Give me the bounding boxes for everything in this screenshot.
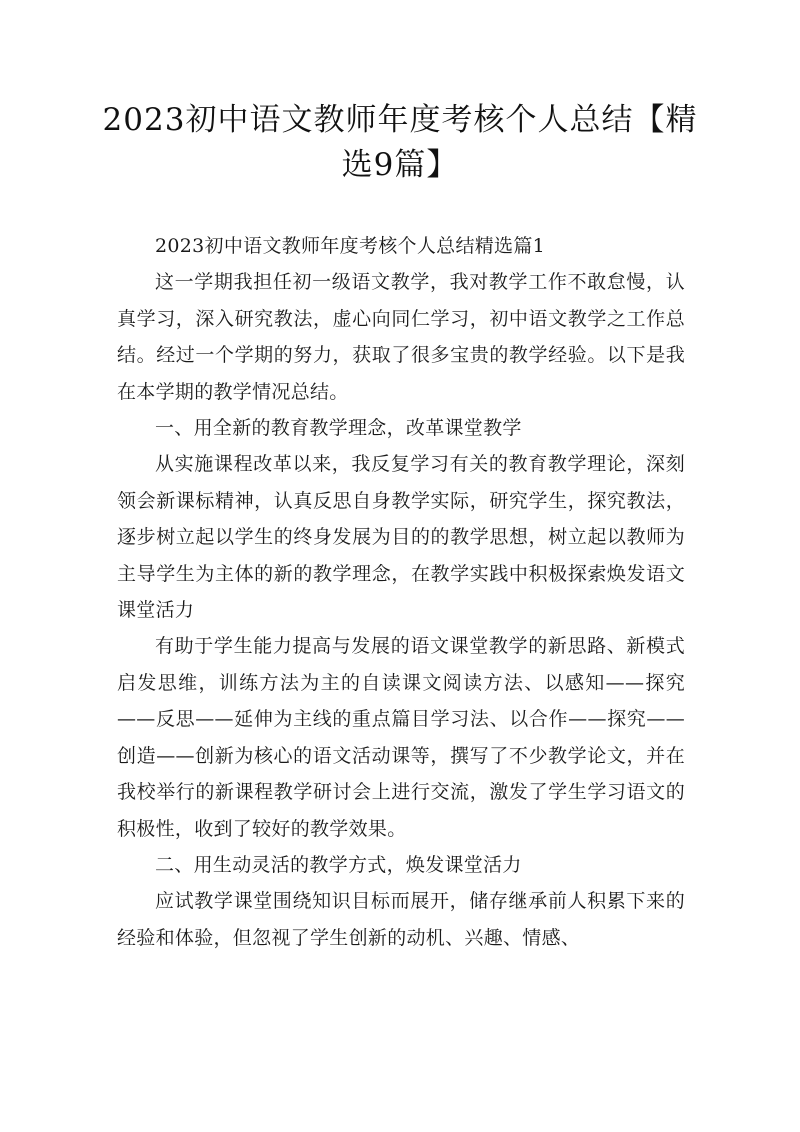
section-heading-part-1: 2023初中语文教师年度考核个人总结精选篇1 <box>155 235 546 257</box>
body-paragraph: 从实施课程改革以来，我反复学习有关的教育教学理论，深刻领会新课标精神，认真反思自身教学实际，研究学生，探究教法，逐步树立起以学生的终身发展为目的的教学思想，树立起以教师为主导学生为主体的新的教学理念，在教学实践中积极探索焕发语文课堂活力 <box>117 453 685 622</box>
subheading-two: 二、用生动灵活的教学方式，焕发课堂活力 <box>155 853 522 876</box>
document-title: 2023初中语文教师年度考核个人总结【精选9篇】 <box>102 102 698 183</box>
document-body <box>117 228 685 956</box>
body-paragraph: 应试教学课堂围绕知识目标而展开，储存继承前人积累下来的经验和体验，但忽视了学生创新的动机、兴趣、情感、 <box>117 890 685 949</box>
subheading-one: 一、用全新的教育教学理念，改革课堂教学 <box>155 417 522 440</box>
intro-paragraph: 这一学期我担任初一级语文教学，我对教学工作不敢怠慢，认真学习，深入研究教法，虚心向同仁学习，初中语文教学之工作总结。经过一个学期的努力，获取了很多宝贵的教学经验。以下是我在本学期的教学情况总结。 <box>117 271 685 403</box>
body-paragraph: 有助于学生能力提高与发展的语文课堂教学的新思路、新模式启发思维，训练方法为主的自读课文阅读方法、以感知——探究——反思——延伸为主线的重点篇目学习法、以合作——探究——创造——创新为核心的语文活动课等，撰写了不少教学论文，并在我校举行的新课程教学研讨会上进行交流，激发了学生学习语文的积极性，收到了较好的教学效果。 <box>117 635 685 840</box>
